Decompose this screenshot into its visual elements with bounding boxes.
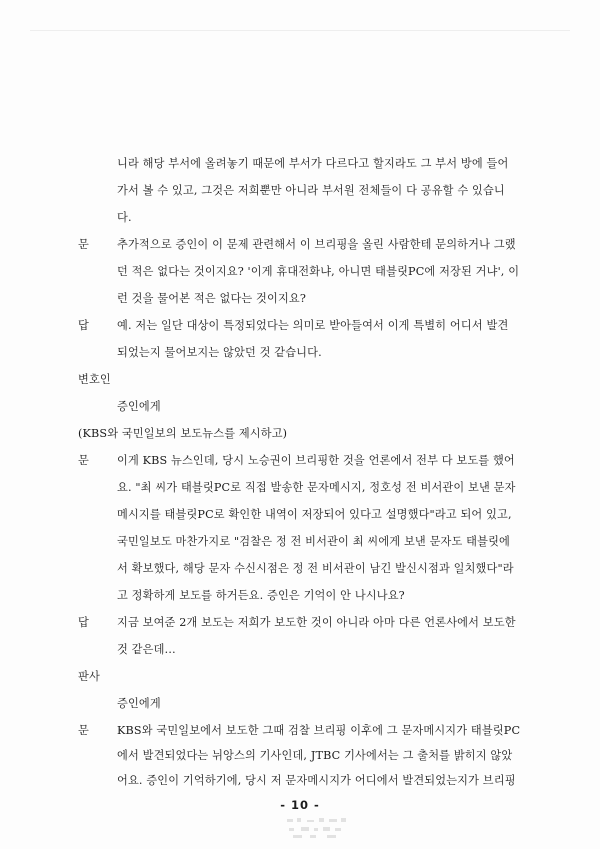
speaker-judge: 판사 bbox=[78, 670, 100, 683]
text-line: 런 것을 물어본 적은 없다는 것이지요? bbox=[117, 292, 307, 305]
text-line: 추가적으로 증인이 이 문제 관련해서 이 브리핑을 올린 사람한테 문의하거나 그랬 bbox=[117, 238, 516, 251]
text-line: 가서 볼 수 있고, 그것은 저희뿐만 아니라 부서원 전체들이 다 공유할 수 있습니 bbox=[117, 184, 505, 197]
text-line: 이게 KBS 뉴스인데, 당시 노승권이 브리핑한 것을 언론에서 전부 다 보도를 했어 bbox=[117, 454, 515, 467]
page-number: - 10 - bbox=[280, 798, 320, 812]
text-line: 메시지를 태블릿PC로 확인한 내역이 저장되어 있다고 설명했다"라고 되어 있고, bbox=[117, 508, 512, 521]
text-line: 지금 보여준 2개 보도는 저희가 보도한 것이 아니라 아마 다른 언론사에서 보도한 bbox=[117, 616, 516, 629]
text-line: 요. "최 씨가 태블릿PC로 직접 발송한 문자메시지, 정호성 전 비서관이 보낸 문자 bbox=[117, 481, 516, 494]
speaker-defense-counsel: 변호인 bbox=[78, 373, 111, 386]
addressee-witness: 증인에게 bbox=[117, 400, 161, 413]
addressee-witness: 증인에게 bbox=[117, 697, 161, 710]
speaker-question-marker: 문 bbox=[78, 724, 89, 737]
text-line: KBS와 국민일보에서 보도한 그때 검찰 브리핑 이후에 그 문자메시지가 태블릿PC bbox=[117, 724, 521, 737]
text-line: 서 확보했다, 해당 문자 수신시점은 정 전 비서관이 남긴 발신시점과 일치했다"라 bbox=[117, 562, 514, 575]
speaker-question-marker: 문 bbox=[78, 238, 89, 251]
text-line: 되었는지 물어보지는 않았던 것 같습니다. bbox=[117, 346, 322, 359]
text-line: 다. bbox=[117, 211, 132, 224]
text-line: 니라 해당 부서에 올려놓기 때문에 부서가 다르다고 할지라도 그 부서 방에 들어 bbox=[117, 157, 509, 170]
speaker-question-marker: 문 bbox=[78, 454, 89, 467]
speaker-answer-marker: 답 bbox=[78, 616, 89, 629]
procedural-note: (KBS와 국민일보의 보도뉴스를 제시하고) bbox=[78, 427, 288, 440]
text-line: 것 같은데… bbox=[117, 643, 176, 656]
text-line: 에서 발견되었다는 뉘앙스의 기사인데, JTBC 기사에서는 그 출처를 밝히지 않았 bbox=[117, 749, 513, 762]
text-line: 국민일보도 마찬가지로 "검찰은 정 전 비서관이 최 씨에게 보낸 문자도 태블릿에 bbox=[117, 535, 510, 548]
text-line: 어요. 증인이 기억하기에, 당시 저 문자메시지가 어디에서 발견되었는지가 브리핑 bbox=[117, 774, 516, 787]
text-line: 예. 저는 일단 대상이 특정되었다는 의미로 받아들여서 이게 특별히 어디서 발견 bbox=[117, 319, 509, 332]
faint-seal-stamp bbox=[283, 815, 353, 841]
top-rule bbox=[30, 30, 570, 31]
speaker-answer-marker: 답 bbox=[78, 319, 89, 332]
text-line: 던 적은 없다는 것이지요? '이게 휴대전화냐, 아니면 태블릿PC에 저장된 거냐', 이 bbox=[117, 265, 520, 278]
text-line: 고 정확하게 보도를 하거든요. 증인은 기억이 안 나시나요? bbox=[117, 589, 405, 602]
